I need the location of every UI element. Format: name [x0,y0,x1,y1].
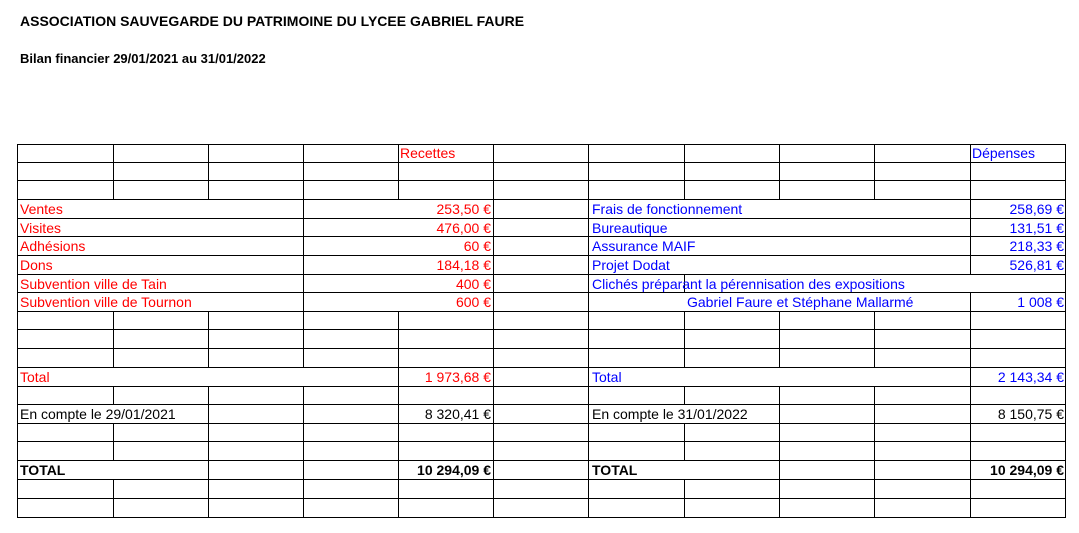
recette-label: Adhésions [20,238,86,254]
depenses-total-amount: 2 143,34 € [997,369,1064,385]
depenses-grand-total-label: TOTAL [592,462,638,478]
depense-label: Bureautique [592,220,668,236]
depenses-compte-amount: 8 150,75 € [997,406,1064,422]
recette-amount: 400 € [455,276,491,292]
depense-amount: 131,51 € [1009,220,1064,236]
recettes-compte-amount: 8 320,41 € [424,406,491,422]
recette-label: Subvention ville de Tournon [20,294,192,310]
depenses-heading: Dépenses [972,145,1036,161]
recette-label: Visites [20,220,61,236]
recettes-total-label: Total [20,369,50,385]
recettes-compte-label: En compte le 29/01/2021 [20,406,176,422]
recette-amount: 600 € [455,294,491,310]
depense-label: Clichés préparant la pérennisation des expositions [592,276,905,292]
depense-amount: 258,69 € [1009,201,1064,217]
recettes-grand-total-amount: 10 294,09 € [417,462,491,478]
recettes-heading: Recettes [400,145,456,161]
recette-label: Subvention ville de Tain [20,276,167,292]
recette-amount: 184,18 € [436,257,491,273]
depense-label: Gabriel Faure et Stéphane Mallarmé [687,294,914,310]
report-title: ASSOCIATION SAUVEGARDE DU PATRIMOINE DU LYCEE GABRIEL FAURE [20,13,525,29]
recette-amount: 476,00 € [436,220,491,236]
financial-table [17,144,1066,518]
depense-label: Assurance MAIF [592,238,696,254]
recettes-total-amount: 1 973,68 € [424,369,491,385]
depenses-grand-total-amount: 10 294,09 € [990,462,1064,478]
depense-amount: 218,33 € [1009,238,1064,254]
table-grid [17,144,1066,518]
depense-amount: 526,81 € [1009,257,1064,273]
recette-amount: 253,50 € [436,201,491,217]
depenses-compte-label: En compte le 31/01/2022 [592,406,748,422]
depense-label: Projet Dodat [592,257,670,273]
depenses-total-label: Total [592,369,622,385]
depense-amount: 1 008 € [1017,294,1064,310]
recette-amount: 60 € [463,238,491,254]
depense-label: Frais de fonctionnement [592,201,743,217]
recette-label: Dons [20,257,53,273]
recettes-grand-total-label: TOTAL [20,462,66,478]
recette-label: Ventes [20,201,63,217]
report-subtitle: Bilan financier 29/01/2021 au 31/01/2022 [20,51,266,66]
